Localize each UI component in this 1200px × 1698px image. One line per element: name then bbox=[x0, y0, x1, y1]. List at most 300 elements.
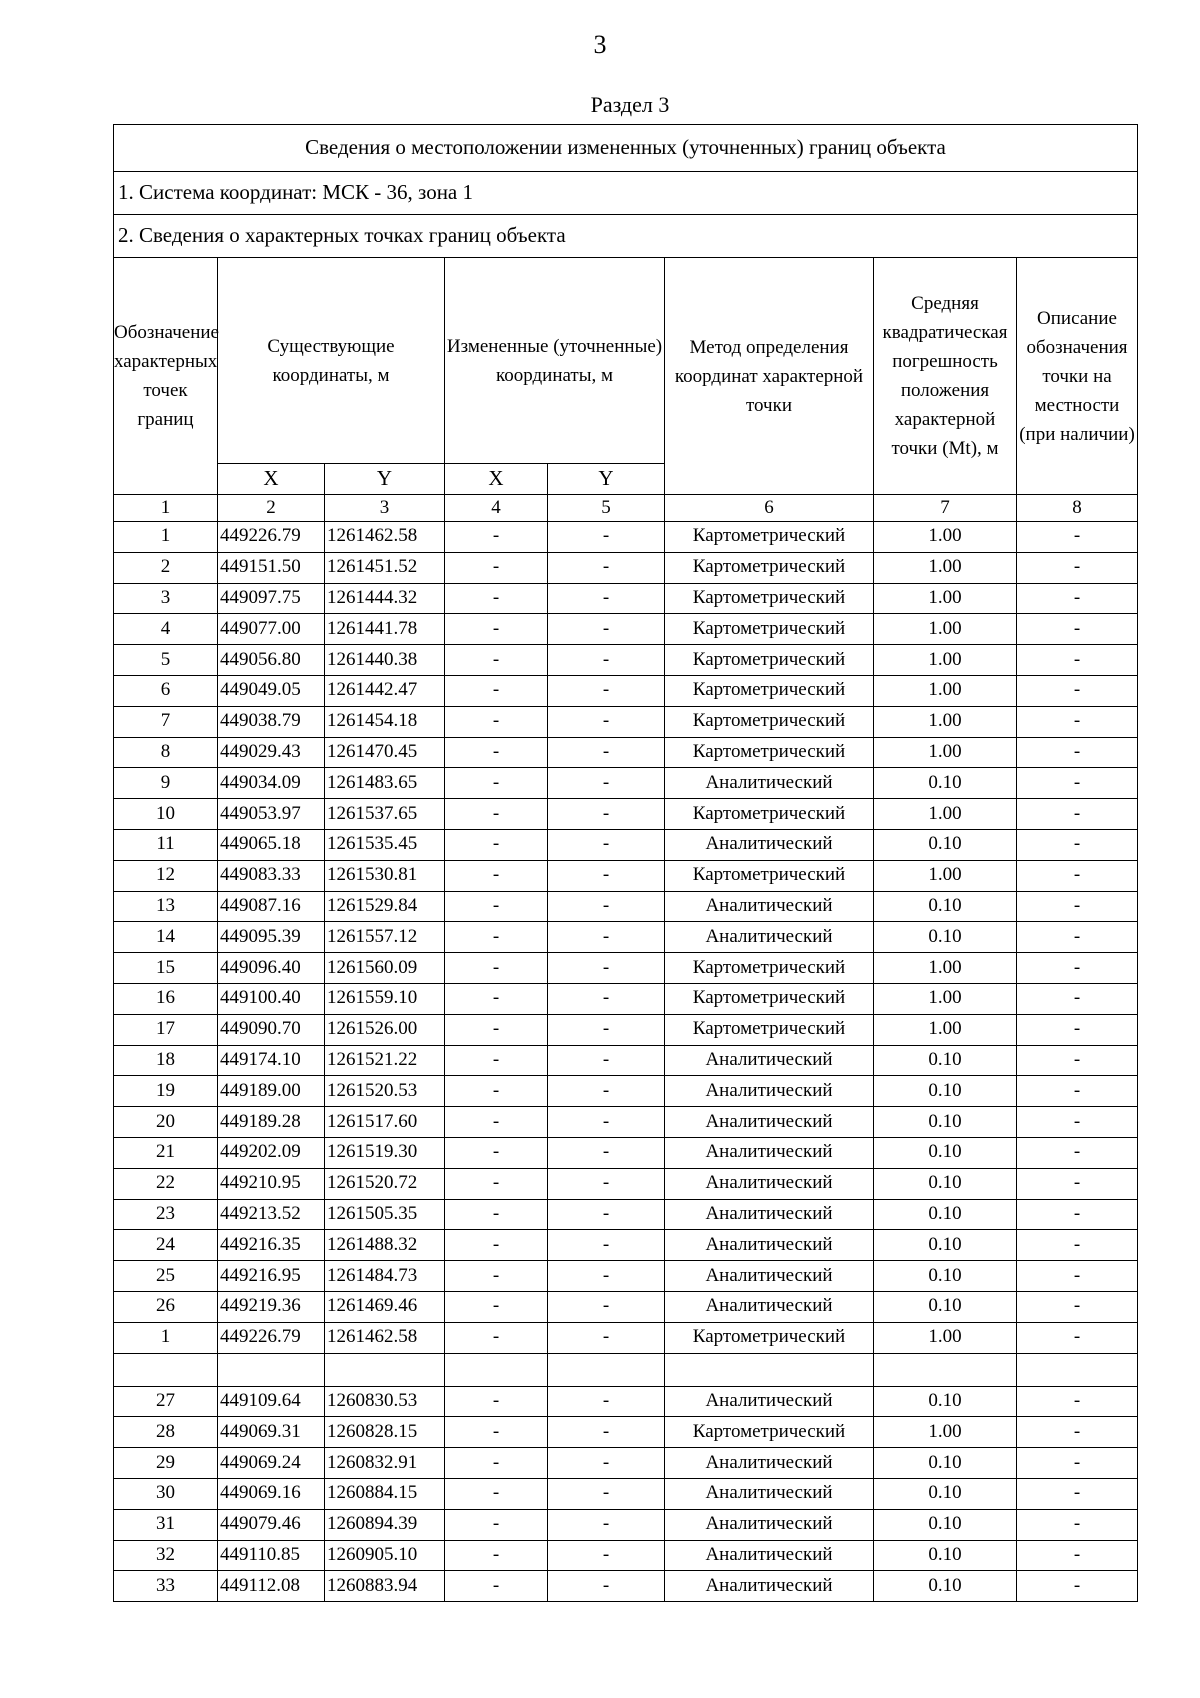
table-cell: 449069.24 bbox=[218, 1448, 325, 1479]
table-cell: 1.00 bbox=[874, 983, 1017, 1014]
header-existing-x: X bbox=[218, 464, 325, 495]
table-cell: 449213.52 bbox=[218, 1199, 325, 1230]
header-changed-coordinates: Измененные (уточненные) координаты, м bbox=[445, 258, 665, 464]
header-changed-y: Y bbox=[548, 464, 665, 495]
table-cell: 33 bbox=[114, 1571, 218, 1602]
table-cell: - bbox=[1017, 552, 1138, 583]
table-cell: Картометрический bbox=[665, 645, 874, 676]
table-cell: 0.10 bbox=[874, 1571, 1017, 1602]
table-cell: - bbox=[445, 1478, 548, 1509]
table-cell: - bbox=[445, 1322, 548, 1353]
table-cell: 18 bbox=[114, 1045, 218, 1076]
table-cell: - bbox=[445, 1291, 548, 1322]
table-cell: - bbox=[445, 1509, 548, 1540]
table-row bbox=[114, 583, 1138, 614]
table-cell: 1261530.81 bbox=[325, 860, 445, 891]
column-number-cell: 1 bbox=[114, 495, 218, 522]
empty-cell bbox=[665, 1353, 874, 1386]
table-row bbox=[114, 552, 1138, 583]
table-cell: 1261462.58 bbox=[325, 1322, 445, 1353]
table-cell: 1.00 bbox=[874, 614, 1017, 645]
table-cell: 1261520.53 bbox=[325, 1076, 445, 1107]
table-cell: 7 bbox=[114, 706, 218, 737]
table-cell: - bbox=[548, 552, 665, 583]
header-mean-error: Средняя квадратическая погрешность положения характерной точки (Mt), м bbox=[874, 258, 1017, 495]
table-row bbox=[114, 953, 1138, 984]
table-cell: 1261505.35 bbox=[325, 1199, 445, 1230]
boundary-points-table bbox=[113, 124, 1138, 1602]
table-cell: - bbox=[445, 1230, 548, 1261]
table-cell: 0.10 bbox=[874, 1076, 1017, 1107]
table-row bbox=[114, 829, 1138, 860]
table-cell: - bbox=[445, 1261, 548, 1292]
table-cell: - bbox=[445, 583, 548, 614]
table-cell: - bbox=[548, 614, 665, 645]
table-cell: 449065.18 bbox=[218, 829, 325, 860]
table-cell: 21 bbox=[114, 1137, 218, 1168]
column-number-cell: 8 bbox=[1017, 495, 1138, 522]
table-cell: 1261521.22 bbox=[325, 1045, 445, 1076]
table-cell: - bbox=[1017, 768, 1138, 799]
table-cell: 1261440.38 bbox=[325, 645, 445, 676]
table-cell: Картометрический bbox=[665, 799, 874, 830]
table-cell: 17 bbox=[114, 1014, 218, 1045]
table-cell: - bbox=[548, 1261, 665, 1292]
table-cell: - bbox=[548, 1168, 665, 1199]
table-cell: 1260905.10 bbox=[325, 1540, 445, 1571]
table-row bbox=[114, 1261, 1138, 1292]
table-cell: - bbox=[1017, 1478, 1138, 1509]
table-cell: 1.00 bbox=[874, 737, 1017, 768]
table-cell: 449219.36 bbox=[218, 1291, 325, 1322]
table-cell: 4 bbox=[114, 614, 218, 645]
table-cell: Картометрический bbox=[665, 983, 874, 1014]
table-cell: Аналитический bbox=[665, 1045, 874, 1076]
table-cell: - bbox=[548, 1386, 665, 1417]
table-cell: - bbox=[548, 1014, 665, 1045]
table-cell: Аналитический bbox=[665, 1199, 874, 1230]
table-cell: 449049.05 bbox=[218, 675, 325, 706]
table-cell: 0.10 bbox=[874, 1045, 1017, 1076]
table-cell: 449069.16 bbox=[218, 1478, 325, 1509]
table-cell: 449077.00 bbox=[218, 614, 325, 645]
table-cell: 449029.43 bbox=[218, 737, 325, 768]
table-cell: 449038.79 bbox=[218, 706, 325, 737]
table-cell: Аналитический bbox=[665, 1230, 874, 1261]
table-cell: 449189.28 bbox=[218, 1107, 325, 1138]
table-cell: 30 bbox=[114, 1478, 218, 1509]
table-title: Сведения о местоположении измененных (уточненных) границ объекта bbox=[114, 125, 1138, 172]
header-point-designation: Обозначение характерных точек границ bbox=[114, 258, 218, 495]
table-row bbox=[114, 1168, 1138, 1199]
table-cell: - bbox=[445, 614, 548, 645]
table-cell: - bbox=[1017, 1076, 1138, 1107]
table-cell: Картометрический bbox=[665, 737, 874, 768]
table-cell: - bbox=[1017, 922, 1138, 953]
table-cell: 449090.70 bbox=[218, 1014, 325, 1045]
table-cell: 1261470.45 bbox=[325, 737, 445, 768]
table-cell: 14 bbox=[114, 922, 218, 953]
table-cell: - bbox=[1017, 522, 1138, 553]
table-cell: - bbox=[548, 953, 665, 984]
table-cell: - bbox=[445, 1107, 548, 1138]
table-cell: 0.10 bbox=[874, 1386, 1017, 1417]
table-cell: Картометрический bbox=[665, 706, 874, 737]
table-cell: - bbox=[445, 860, 548, 891]
table-cell: 449151.50 bbox=[218, 552, 325, 583]
table-cell: - bbox=[445, 1540, 548, 1571]
column-number-cell: 7 bbox=[874, 495, 1017, 522]
table-cell: - bbox=[1017, 675, 1138, 706]
table-cell: 449096.40 bbox=[218, 953, 325, 984]
table-row bbox=[114, 1291, 1138, 1322]
table-cell: - bbox=[548, 799, 665, 830]
table-cell: - bbox=[1017, 1509, 1138, 1540]
table-cell: 1.00 bbox=[874, 1014, 1017, 1045]
table-cell: - bbox=[548, 737, 665, 768]
table-cell: 449079.46 bbox=[218, 1509, 325, 1540]
table-cell: 449112.08 bbox=[218, 1571, 325, 1602]
table-cell: 449056.80 bbox=[218, 645, 325, 676]
table-cell: - bbox=[445, 1386, 548, 1417]
table-cell: 0.10 bbox=[874, 1137, 1017, 1168]
table-row bbox=[114, 799, 1138, 830]
table-row bbox=[114, 1448, 1138, 1479]
table-cell: Картометрический bbox=[665, 1322, 874, 1353]
table-cell: - bbox=[445, 983, 548, 1014]
table-cell: 1261517.60 bbox=[325, 1107, 445, 1138]
table-cell: Аналитический bbox=[665, 1291, 874, 1322]
section-title: Раздел 3 bbox=[590, 92, 670, 117]
table-cell: - bbox=[1017, 1045, 1138, 1076]
table-row bbox=[114, 1137, 1138, 1168]
table-cell: - bbox=[1017, 737, 1138, 768]
table-cell: 1261526.00 bbox=[325, 1014, 445, 1045]
column-number-cell: 5 bbox=[548, 495, 665, 522]
table-cell: 6 bbox=[114, 675, 218, 706]
table-cell: 13 bbox=[114, 891, 218, 922]
table-cell: - bbox=[548, 675, 665, 706]
empty-cell bbox=[548, 1353, 665, 1386]
table-cell: - bbox=[1017, 829, 1138, 860]
table-cell: 449216.35 bbox=[218, 1230, 325, 1261]
table-cell: Картометрический bbox=[665, 860, 874, 891]
empty-cell bbox=[445, 1353, 548, 1386]
header-existing-y: Y bbox=[325, 464, 445, 495]
table-cell: Аналитический bbox=[665, 891, 874, 922]
table-cell: - bbox=[1017, 1199, 1138, 1230]
table-cell: 0.10 bbox=[874, 829, 1017, 860]
table-cell: 9 bbox=[114, 768, 218, 799]
table-row bbox=[114, 737, 1138, 768]
table-cell: 1261520.72 bbox=[325, 1168, 445, 1199]
table-cell: Аналитический bbox=[665, 768, 874, 799]
column-number-cell: 6 bbox=[665, 495, 874, 522]
table-cell: 1.00 bbox=[874, 583, 1017, 614]
table-cell: 31 bbox=[114, 1509, 218, 1540]
table-cell: 0.10 bbox=[874, 1448, 1017, 1479]
table-cell: - bbox=[1017, 799, 1138, 830]
table-cell: 449202.09 bbox=[218, 1137, 325, 1168]
table-cell: 449087.16 bbox=[218, 891, 325, 922]
table-row bbox=[114, 860, 1138, 891]
table-cell: 1260883.94 bbox=[325, 1571, 445, 1602]
table-cell: 1261469.46 bbox=[325, 1291, 445, 1322]
table-row bbox=[114, 1076, 1138, 1107]
table-cell: 8 bbox=[114, 737, 218, 768]
table-cell: 1.00 bbox=[874, 552, 1017, 583]
table-cell: 449097.75 bbox=[218, 583, 325, 614]
table-cell: 0.10 bbox=[874, 1509, 1017, 1540]
table-cell: - bbox=[548, 1478, 665, 1509]
table-cell: - bbox=[548, 1509, 665, 1540]
table-cell: 449174.10 bbox=[218, 1045, 325, 1076]
header-existing-coordinates: Существующие координаты, м bbox=[218, 258, 445, 464]
table-cell: 1261559.10 bbox=[325, 983, 445, 1014]
table-cell: Аналитический bbox=[665, 1448, 874, 1479]
table-cell: 0.10 bbox=[874, 891, 1017, 922]
table-cell: - bbox=[445, 552, 548, 583]
table-row bbox=[114, 1417, 1138, 1448]
table-cell: Картометрический bbox=[665, 522, 874, 553]
table-cell: - bbox=[445, 1045, 548, 1076]
table-cell: - bbox=[548, 1045, 665, 1076]
table-cell: 0.10 bbox=[874, 1291, 1017, 1322]
header-changed-x: X bbox=[445, 464, 548, 495]
table-cell: 0.10 bbox=[874, 1230, 1017, 1261]
table-cell: 449109.64 bbox=[218, 1386, 325, 1417]
table-cell: - bbox=[548, 860, 665, 891]
table-row bbox=[114, 1322, 1138, 1353]
table-cell: 1.00 bbox=[874, 953, 1017, 984]
header-method: Метод определения координат характерной точки bbox=[665, 258, 874, 495]
table-cell: - bbox=[445, 706, 548, 737]
table-row bbox=[114, 1386, 1138, 1417]
table-cell: 10 bbox=[114, 799, 218, 830]
empty-cell bbox=[114, 1353, 218, 1386]
table-cell: - bbox=[1017, 1107, 1138, 1138]
table-cell: 0.10 bbox=[874, 1107, 1017, 1138]
table-cell: 1261454.18 bbox=[325, 706, 445, 737]
table-cell: 449210.95 bbox=[218, 1168, 325, 1199]
column-number-cell: 3 bbox=[325, 495, 445, 522]
table-cell: 29 bbox=[114, 1448, 218, 1479]
table-cell: - bbox=[548, 1107, 665, 1138]
table-cell: Картометрический bbox=[665, 953, 874, 984]
table-cell: Аналитический bbox=[665, 1168, 874, 1199]
table-cell: 27 bbox=[114, 1386, 218, 1417]
table-cell: - bbox=[548, 829, 665, 860]
table-cell: 1261462.58 bbox=[325, 522, 445, 553]
table-cell: 1261441.78 bbox=[325, 614, 445, 645]
table-cell: 1261537.65 bbox=[325, 799, 445, 830]
empty-cell bbox=[1017, 1353, 1138, 1386]
table-cell: Аналитический bbox=[665, 922, 874, 953]
table-row bbox=[114, 675, 1138, 706]
table-cell: 1.00 bbox=[874, 675, 1017, 706]
table-row bbox=[114, 1540, 1138, 1571]
table-cell: 12 bbox=[114, 860, 218, 891]
table-cell: - bbox=[445, 953, 548, 984]
table-cell: - bbox=[548, 922, 665, 953]
table-cell: 1.00 bbox=[874, 1417, 1017, 1448]
table-cell: - bbox=[1017, 891, 1138, 922]
table-cell: 1261451.52 bbox=[325, 552, 445, 583]
table-cell: 1260830.53 bbox=[325, 1386, 445, 1417]
table-cell: - bbox=[548, 645, 665, 676]
table-cell: Аналитический bbox=[665, 1386, 874, 1417]
table-cell: Картометрический bbox=[665, 1417, 874, 1448]
table-cell: - bbox=[1017, 1540, 1138, 1571]
table-cell: - bbox=[445, 1137, 548, 1168]
column-number-cell: 4 bbox=[445, 495, 548, 522]
table-cell: 1261529.84 bbox=[325, 891, 445, 922]
table-row bbox=[114, 1107, 1138, 1138]
table-cell: 3 bbox=[114, 583, 218, 614]
table-cell: 0.10 bbox=[874, 922, 1017, 953]
table-cell: - bbox=[1017, 1137, 1138, 1168]
table-cell: 0.10 bbox=[874, 768, 1017, 799]
table-cell: 1261535.45 bbox=[325, 829, 445, 860]
table-cell: - bbox=[548, 522, 665, 553]
table-cell: 0.10 bbox=[874, 1540, 1017, 1571]
table-cell: - bbox=[548, 1417, 665, 1448]
table-cell: Аналитический bbox=[665, 1076, 874, 1107]
table-row bbox=[114, 1014, 1138, 1045]
table-cell: 449226.79 bbox=[218, 522, 325, 553]
table-cell: - bbox=[445, 1448, 548, 1479]
table-cell: Аналитический bbox=[665, 1571, 874, 1602]
table-cell: - bbox=[1017, 983, 1138, 1014]
table-cell: - bbox=[1017, 1230, 1138, 1261]
table-cell: - bbox=[445, 1076, 548, 1107]
table-cell: 15 bbox=[114, 953, 218, 984]
table-cell: 1.00 bbox=[874, 799, 1017, 830]
table-cell: - bbox=[548, 1448, 665, 1479]
table-row bbox=[114, 645, 1138, 676]
table-cell: - bbox=[1017, 614, 1138, 645]
table-cell: Аналитический bbox=[665, 1107, 874, 1138]
column-numbers-row bbox=[114, 495, 1138, 522]
table-cell: 20 bbox=[114, 1107, 218, 1138]
table-cell: 1260884.15 bbox=[325, 1478, 445, 1509]
table-cell: 22 bbox=[114, 1168, 218, 1199]
coordinate-system: 1. Система координат: МСК - 36, зона 1 bbox=[114, 172, 1138, 215]
table-cell: - bbox=[1017, 1386, 1138, 1417]
table-cell: 1261519.30 bbox=[325, 1137, 445, 1168]
table-cell: Аналитический bbox=[665, 829, 874, 860]
page-number: 3 bbox=[593, 30, 607, 59]
table-cell: 0.10 bbox=[874, 1478, 1017, 1509]
table-cell: - bbox=[1017, 1261, 1138, 1292]
table-cell: 449095.39 bbox=[218, 922, 325, 953]
table-cell: - bbox=[548, 1199, 665, 1230]
empty-cell bbox=[874, 1353, 1017, 1386]
table-cell: Аналитический bbox=[665, 1261, 874, 1292]
table-cell: 1261488.32 bbox=[325, 1230, 445, 1261]
table-cell: - bbox=[1017, 860, 1138, 891]
table-cell: - bbox=[445, 522, 548, 553]
table-cell: - bbox=[548, 706, 665, 737]
table-cell: 1.00 bbox=[874, 1322, 1017, 1353]
points-section-title: 2. Сведения о характерных точках границ объекта bbox=[114, 215, 1138, 258]
table-cell: 1260894.39 bbox=[325, 1509, 445, 1540]
table-cell: - bbox=[445, 645, 548, 676]
table-row bbox=[114, 922, 1138, 953]
table-row bbox=[114, 706, 1138, 737]
empty-cell bbox=[218, 1353, 325, 1386]
table-cell: 1261557.12 bbox=[325, 922, 445, 953]
table-cell: 449069.31 bbox=[218, 1417, 325, 1448]
table-row bbox=[114, 1230, 1138, 1261]
table-cell: 1260828.15 bbox=[325, 1417, 445, 1448]
table-cell: - bbox=[548, 983, 665, 1014]
table-cell: - bbox=[445, 829, 548, 860]
table-cell: - bbox=[445, 1014, 548, 1045]
table-cell: 449226.79 bbox=[218, 1322, 325, 1353]
table-cell: 449034.09 bbox=[218, 768, 325, 799]
table-cell: - bbox=[1017, 645, 1138, 676]
table-cell: 19 bbox=[114, 1076, 218, 1107]
table-cell: - bbox=[1017, 1014, 1138, 1045]
table-cell: 11 bbox=[114, 829, 218, 860]
table-cell: 449100.40 bbox=[218, 983, 325, 1014]
table-cell: - bbox=[445, 891, 548, 922]
table-cell: 1.00 bbox=[874, 522, 1017, 553]
table-cell: - bbox=[1017, 1448, 1138, 1479]
table-cell: 2 bbox=[114, 552, 218, 583]
table-cell: 1 bbox=[114, 1322, 218, 1353]
table-cell: 5 bbox=[114, 645, 218, 676]
table-row bbox=[114, 1045, 1138, 1076]
table-cell: Аналитический bbox=[665, 1540, 874, 1571]
table-cell: - bbox=[445, 922, 548, 953]
table-cell: 449189.00 bbox=[218, 1076, 325, 1107]
table-row bbox=[114, 768, 1138, 799]
table-cell: 28 bbox=[114, 1417, 218, 1448]
table-cell: - bbox=[1017, 1571, 1138, 1602]
table-cell: 1260832.91 bbox=[325, 1448, 445, 1479]
table-row bbox=[114, 614, 1138, 645]
table-row bbox=[114, 1509, 1138, 1540]
table-cell: Картометрический bbox=[665, 583, 874, 614]
table-cell: Аналитический bbox=[665, 1137, 874, 1168]
table-cell: - bbox=[548, 1540, 665, 1571]
table-cell: 1261442.47 bbox=[325, 675, 445, 706]
table-cell: - bbox=[548, 1137, 665, 1168]
table-cell: - bbox=[548, 1571, 665, 1602]
table-cell: Картометрический bbox=[665, 1014, 874, 1045]
table-cell: 1261560.09 bbox=[325, 953, 445, 984]
table-cell: - bbox=[548, 1076, 665, 1107]
column-number-cell: 2 bbox=[218, 495, 325, 522]
table-cell: - bbox=[445, 799, 548, 830]
table-cell: 23 bbox=[114, 1199, 218, 1230]
table-cell: - bbox=[445, 737, 548, 768]
table-cell: 25 bbox=[114, 1261, 218, 1292]
table-cell: - bbox=[1017, 1417, 1138, 1448]
table-cell: - bbox=[445, 768, 548, 799]
table-row bbox=[114, 1571, 1138, 1602]
table-cell: 449083.33 bbox=[218, 860, 325, 891]
table-cell: 1261483.65 bbox=[325, 768, 445, 799]
table-cell: - bbox=[548, 768, 665, 799]
header-description: Описание обозначения точки на местности (при наличии) bbox=[1017, 258, 1138, 495]
table-cell: 449216.95 bbox=[218, 1261, 325, 1292]
table-cell: 16 bbox=[114, 983, 218, 1014]
table-cell: Аналитический bbox=[665, 1478, 874, 1509]
table-cell: - bbox=[548, 1322, 665, 1353]
